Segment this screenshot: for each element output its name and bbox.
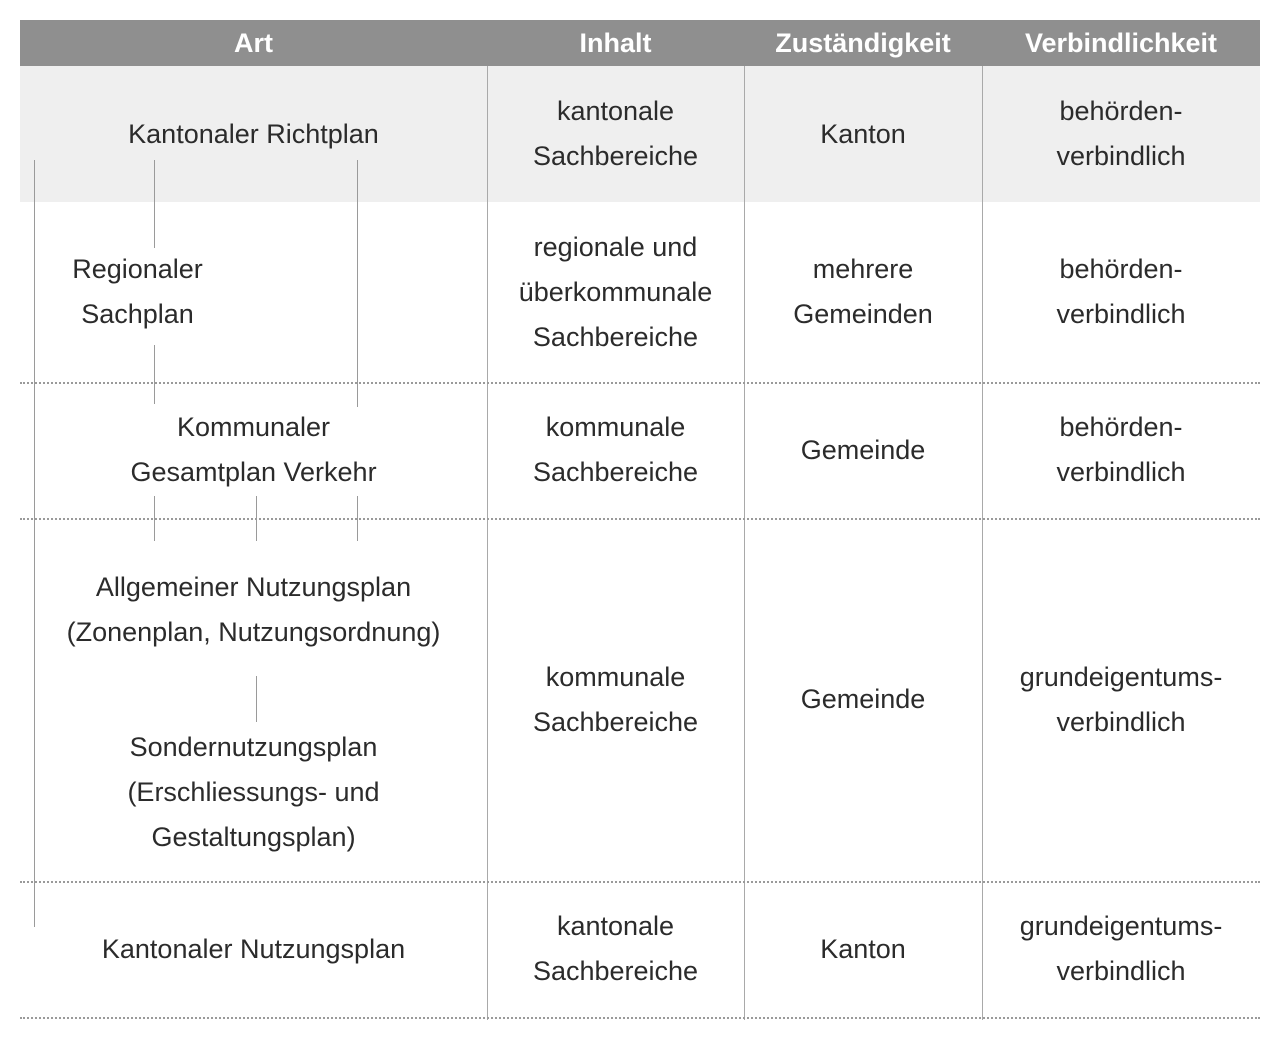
art-label: Kantonaler Richtplan xyxy=(128,118,379,149)
table-cell-verbindlichkeit: behörden- verbindlich xyxy=(1056,412,1186,487)
table-cell-inhalt: kantonale Sachbereiche xyxy=(532,96,699,171)
art-label: Regionaler xyxy=(72,254,203,284)
table-cell-zustaendigkeit: Kanton xyxy=(820,118,906,149)
table-cell-zustaendigkeit: Gemeinde xyxy=(800,684,926,714)
table-cell-inhalt: kommunale Sachbereiche xyxy=(532,412,699,487)
header-inhalt: Inhalt xyxy=(579,28,652,58)
art-label: Kantonaler Nutzungsplan xyxy=(101,933,406,964)
table-cell-zustaendigkeit: Kanton xyxy=(820,933,906,964)
table-cell-verbindlichkeit: grundeigentums- verbindlich xyxy=(1019,661,1223,737)
table-cell-inhalt: regionale und überkommunale Sachbereiche xyxy=(518,231,713,352)
art-label: Sondernutzungsplan xyxy=(129,731,378,762)
table-cell-art: Regionaler Sachplan xyxy=(20,202,255,382)
table-cell-zustaendigkeit: Gemeinde xyxy=(800,434,926,465)
art-label: Kommunaler xyxy=(176,412,331,442)
header-zustaendigkeit: Zuständigkeit xyxy=(775,28,951,58)
header-art: Art xyxy=(234,28,273,58)
row-divider xyxy=(20,1017,1260,1019)
table-cell-art xyxy=(20,66,487,202)
hierarchy-connector-line xyxy=(256,676,257,722)
table-cell-verbindlichkeit: grundeigentums- verbindlich xyxy=(1019,911,1223,986)
table-cell-inhalt: kantonale Sachbereiche xyxy=(532,911,699,986)
table-cell-zustaendigkeit: mehrere Gemeinden xyxy=(793,254,933,329)
table-cell-verbindlichkeit: behörden- verbindlich xyxy=(1056,254,1186,329)
table-cell-art xyxy=(20,881,487,1017)
header-verbindlichkeit: Verbindlichkeit xyxy=(1024,28,1218,58)
planning-instruments-table xyxy=(20,20,1260,1020)
table-header xyxy=(20,20,1260,66)
table-cell-art: Allgemeiner Nutzungsplan (Zonenplan, Nutzungsordnung) xyxy=(20,564,487,656)
table-cell-art: Kommunaler Gesamtplan Verkehr xyxy=(20,382,487,518)
table-cell-verbindlichkeit: behörden- verbindlich xyxy=(1056,96,1186,171)
table-cell-inhalt: kommunale Sachbereiche xyxy=(532,661,699,737)
table-cell-art: Sondernutzungsplan (Erschliessungs- und Gestaltungsplan) xyxy=(20,724,487,860)
art-label: Allgemeiner Nutzungsplan xyxy=(95,572,412,602)
